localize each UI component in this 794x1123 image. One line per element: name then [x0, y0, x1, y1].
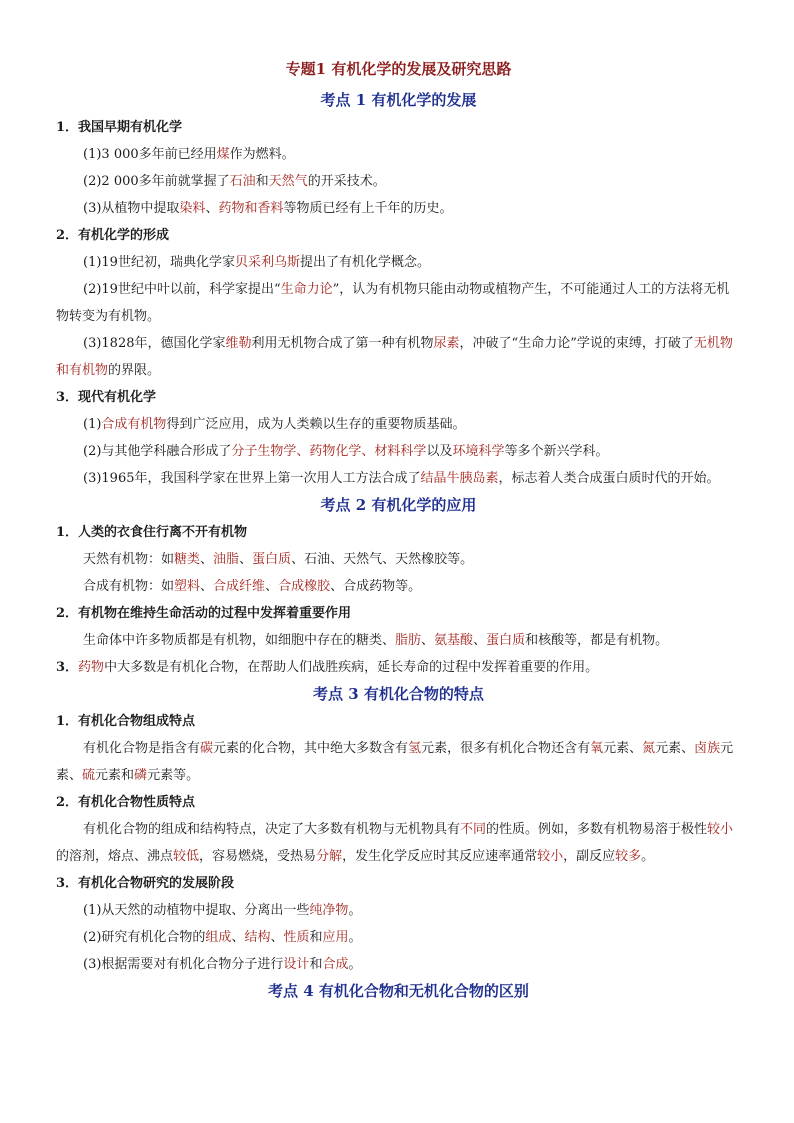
text-run: 以及 — [426, 444, 453, 459]
section-heading: 考点 3 有机化合物的特点 — [313, 685, 484, 703]
highlighted-term: 煤 — [216, 147, 230, 162]
text-run: ”，认为有机物只能由动物或植物产生，不可能通过人工的方法将无机物转变为有机物。 — [56, 282, 730, 324]
text-run: 、 — [200, 579, 214, 594]
highlighted-term: 药物和香料 — [218, 201, 284, 216]
subheading — [56, 870, 741, 897]
text-run: ，容易燃烧，受热易 — [199, 849, 317, 864]
subheading — [56, 384, 741, 411]
text-run: 元素、 — [655, 741, 695, 756]
highlighted-term: 药物 — [78, 660, 105, 675]
highlighted-term: 石油 — [229, 174, 256, 189]
paragraph-line — [56, 654, 741, 681]
text-run: (2)研究有机化合物的 — [83, 930, 206, 945]
highlighted-term: 脂肪 — [395, 633, 422, 648]
text-run: (1)从天然的动植物中提取、分离出一些 — [83, 903, 310, 918]
paragraph-line — [56, 330, 741, 384]
text-run: (1) — [83, 417, 102, 432]
highlighted-term: 贝采利乌斯 — [234, 255, 300, 270]
text-run: (1)3 000多年前已经用 — [83, 147, 217, 162]
text-run: (2)与其他学科融合形成了 — [83, 444, 232, 459]
highlighted-term: 结构 — [244, 930, 271, 945]
text-run: (3)根据需要对有机化合物分子进行 — [83, 957, 284, 972]
text-run: 的开采技术。 — [307, 174, 386, 189]
text-run: (3)1828年，德国化学家 — [83, 336, 226, 351]
paragraph-line — [56, 627, 741, 654]
text-run: 等多个新兴学科。 — [504, 444, 609, 459]
highlighted-term: 氧 — [590, 741, 604, 756]
text-run: (2)2 000多年前就掌握了 — [83, 174, 230, 189]
text-run: 生命体中许多物质都是有机物，如细胞中存在的糖类、 — [83, 633, 396, 648]
highlighted-term: 组成 — [205, 930, 232, 945]
text-run: 。 — [348, 930, 362, 945]
paragraph-line — [56, 897, 741, 924]
text-run: 。 — [348, 957, 362, 972]
text-run: 1．我国早期有机化学 — [56, 120, 183, 135]
document-body — [56, 87, 741, 1005]
text-run: (2)19世纪中叶以前，科学家提出“ — [83, 282, 281, 297]
text-run: 、 — [473, 633, 487, 648]
text-run: 有机化合物是指含有 — [83, 741, 201, 756]
paragraph-line — [56, 438, 741, 465]
highlighted-term: 分子生物学、药物化学、材料科学 — [231, 444, 427, 459]
highlighted-term: 较小 — [707, 822, 734, 837]
highlighted-term: 硫 — [82, 768, 96, 783]
highlighted-term: 糖类 — [174, 552, 201, 567]
text-run: 和 — [309, 930, 323, 945]
paragraph-line — [56, 168, 741, 195]
text-run: 、合成药物等。 — [330, 579, 422, 594]
text-run: 、 — [200, 552, 214, 567]
text-run: 3．现代有机化学 — [56, 390, 157, 405]
highlighted-term: 合成 — [322, 957, 349, 972]
paragraph-line — [56, 195, 741, 222]
text-run: 等物质已经有上千年的历史。 — [283, 201, 453, 216]
highlighted-term: 合成有机物 — [101, 417, 167, 432]
text-run: 3． — [56, 660, 79, 675]
paragraph-line — [56, 276, 741, 330]
text-run: 得到广泛应用，成为人类赖以生存的重要物质基础。 — [166, 417, 466, 432]
highlighted-term: 蛋白质 — [252, 552, 292, 567]
subheading — [56, 789, 741, 816]
highlighted-term: 无机物和有机物 — [56, 336, 733, 378]
text-run: (3)1965年，我国科学家在世界上第一次用人工方法合成了 — [83, 471, 421, 486]
highlighted-term: 纯净物 — [309, 903, 349, 918]
paragraph-line — [56, 411, 741, 438]
paragraph-line — [56, 735, 741, 789]
paragraph-line — [56, 816, 741, 870]
text-run: ，发生化学反应时其反应速率通常 — [342, 849, 538, 864]
text-run: 和核酸等，都是有机物。 — [525, 633, 669, 648]
text-run: ，副反应 — [563, 849, 616, 864]
text-run: 1．有机化合物组成特点 — [56, 714, 196, 729]
text-run: (3)从植物中提取 — [83, 201, 180, 216]
highlighted-term: 较低 — [173, 849, 200, 864]
text-run: 、石油、天然气、天然橡胶等。 — [291, 552, 474, 567]
highlighted-term: 维勒 — [225, 336, 252, 351]
text-run: 1．人类的衣食住行离不开有机物 — [56, 525, 248, 540]
paragraph-line — [56, 546, 741, 573]
highlighted-term: 不同 — [460, 822, 487, 837]
paragraph-line — [56, 249, 741, 276]
highlighted-term: 结晶牛胰岛素 — [420, 471, 499, 486]
text-run: 、 — [270, 930, 284, 945]
highlighted-term: 尿素 — [433, 336, 460, 351]
text-run: 、 — [265, 579, 279, 594]
highlighted-term: 卤族 — [694, 741, 721, 756]
highlighted-term: 氨基酸 — [434, 633, 474, 648]
text-run: 的性质。例如，多数有机物易溶于极性 — [486, 822, 708, 837]
text-run: 元素的化合物，其中绝大多数含有 — [213, 741, 409, 756]
text-run: 的溶剂，熔点、沸点 — [56, 849, 174, 864]
subheading — [56, 519, 741, 546]
text-run: 2．有机物在维持生命活动的过程中发挥着重要作用 — [56, 606, 352, 621]
highlighted-term: 环境科学 — [452, 444, 505, 459]
text-run: 、 — [421, 633, 435, 648]
text-run: 。 — [641, 849, 655, 864]
text-run: 元素、 — [56, 741, 734, 783]
text-run: 元素、 — [603, 741, 643, 756]
highlighted-term: 氢 — [408, 741, 422, 756]
highlighted-term: 碳 — [200, 741, 214, 756]
highlighted-term: 合成橡胶 — [278, 579, 331, 594]
document-title: 专题1 有机化学的发展及研究思路 — [285, 60, 512, 78]
text-run: ，冲破了“生命力论”学说的束缚，打破了 — [459, 336, 694, 351]
text-run: 的界限。 — [108, 363, 161, 378]
paragraph-line — [56, 951, 741, 978]
text-run: 元素，很多有机化合物还含有 — [421, 741, 591, 756]
text-run: 、 — [205, 201, 219, 216]
text-run: 有机化合物的组成和结构特点，决定了大多数有机物与无机物具有 — [83, 822, 461, 837]
highlighted-term: 氮 — [642, 741, 656, 756]
text-run: 作为燃料。 — [229, 147, 295, 162]
text-run: 利用无机物合成了第一种有机物 — [251, 336, 434, 351]
subheading — [56, 600, 741, 627]
paragraph-line — [56, 924, 741, 951]
highlighted-term: 性质 — [283, 930, 310, 945]
highlighted-term: 油脂 — [213, 552, 240, 567]
text-run: 提出了有机化学概念。 — [299, 255, 430, 270]
highlighted-term: 生命力论 — [280, 282, 333, 297]
section-heading: 考点 1 有机化学的发展 — [320, 91, 477, 109]
text-run: 元素和 — [95, 768, 135, 783]
highlighted-term: 分解 — [316, 849, 343, 864]
section-heading: 考点 4 有机化合物和无机化合物的区别 — [268, 982, 529, 1000]
text-run: 、 — [231, 930, 245, 945]
text-run: 。 — [348, 903, 362, 918]
text-run: ，标志着人类合成蛋白质时代的开始。 — [498, 471, 720, 486]
highlighted-term: 塑料 — [174, 579, 201, 594]
highlighted-term: 染料 — [179, 201, 206, 216]
text-run: 合成有机物：如 — [83, 579, 175, 594]
paragraph-line — [56, 465, 741, 492]
subheading — [56, 114, 741, 141]
highlighted-term: 蛋白质 — [486, 633, 526, 648]
document-page — [56, 58, 741, 1005]
section-heading: 考点 2 有机化学的应用 — [320, 496, 477, 514]
subheading — [56, 708, 741, 735]
text-run: 和 — [255, 174, 269, 189]
text-run: 中大多数是有机化合物，在帮助人们战胜疾病，延长寿命的过程中发挥着重要的作用。 — [104, 660, 599, 675]
text-run: 3．有机化合物研究的发展阶段 — [56, 876, 235, 891]
text-run: 2．有机化合物性质特点 — [56, 795, 196, 810]
text-run: 和 — [309, 957, 323, 972]
text-run: 元素等。 — [147, 768, 200, 783]
text-run: 天然有机物：如 — [83, 552, 175, 567]
highlighted-term: 天然气 — [268, 174, 308, 189]
text-run: 2．有机化学的形成 — [56, 228, 170, 243]
highlighted-term: 较小 — [537, 849, 564, 864]
highlighted-term: 合成纤维 — [213, 579, 266, 594]
subheading — [56, 222, 741, 249]
highlighted-term: 较多 — [615, 849, 642, 864]
paragraph-line — [56, 573, 741, 600]
highlighted-term: 磷 — [134, 768, 148, 783]
highlighted-term: 设计 — [283, 957, 310, 972]
text-run: (1)19世纪初，瑞典化学家 — [83, 255, 235, 270]
text-run: 、 — [239, 552, 253, 567]
highlighted-term: 应用 — [322, 930, 349, 945]
paragraph-line — [56, 141, 741, 168]
